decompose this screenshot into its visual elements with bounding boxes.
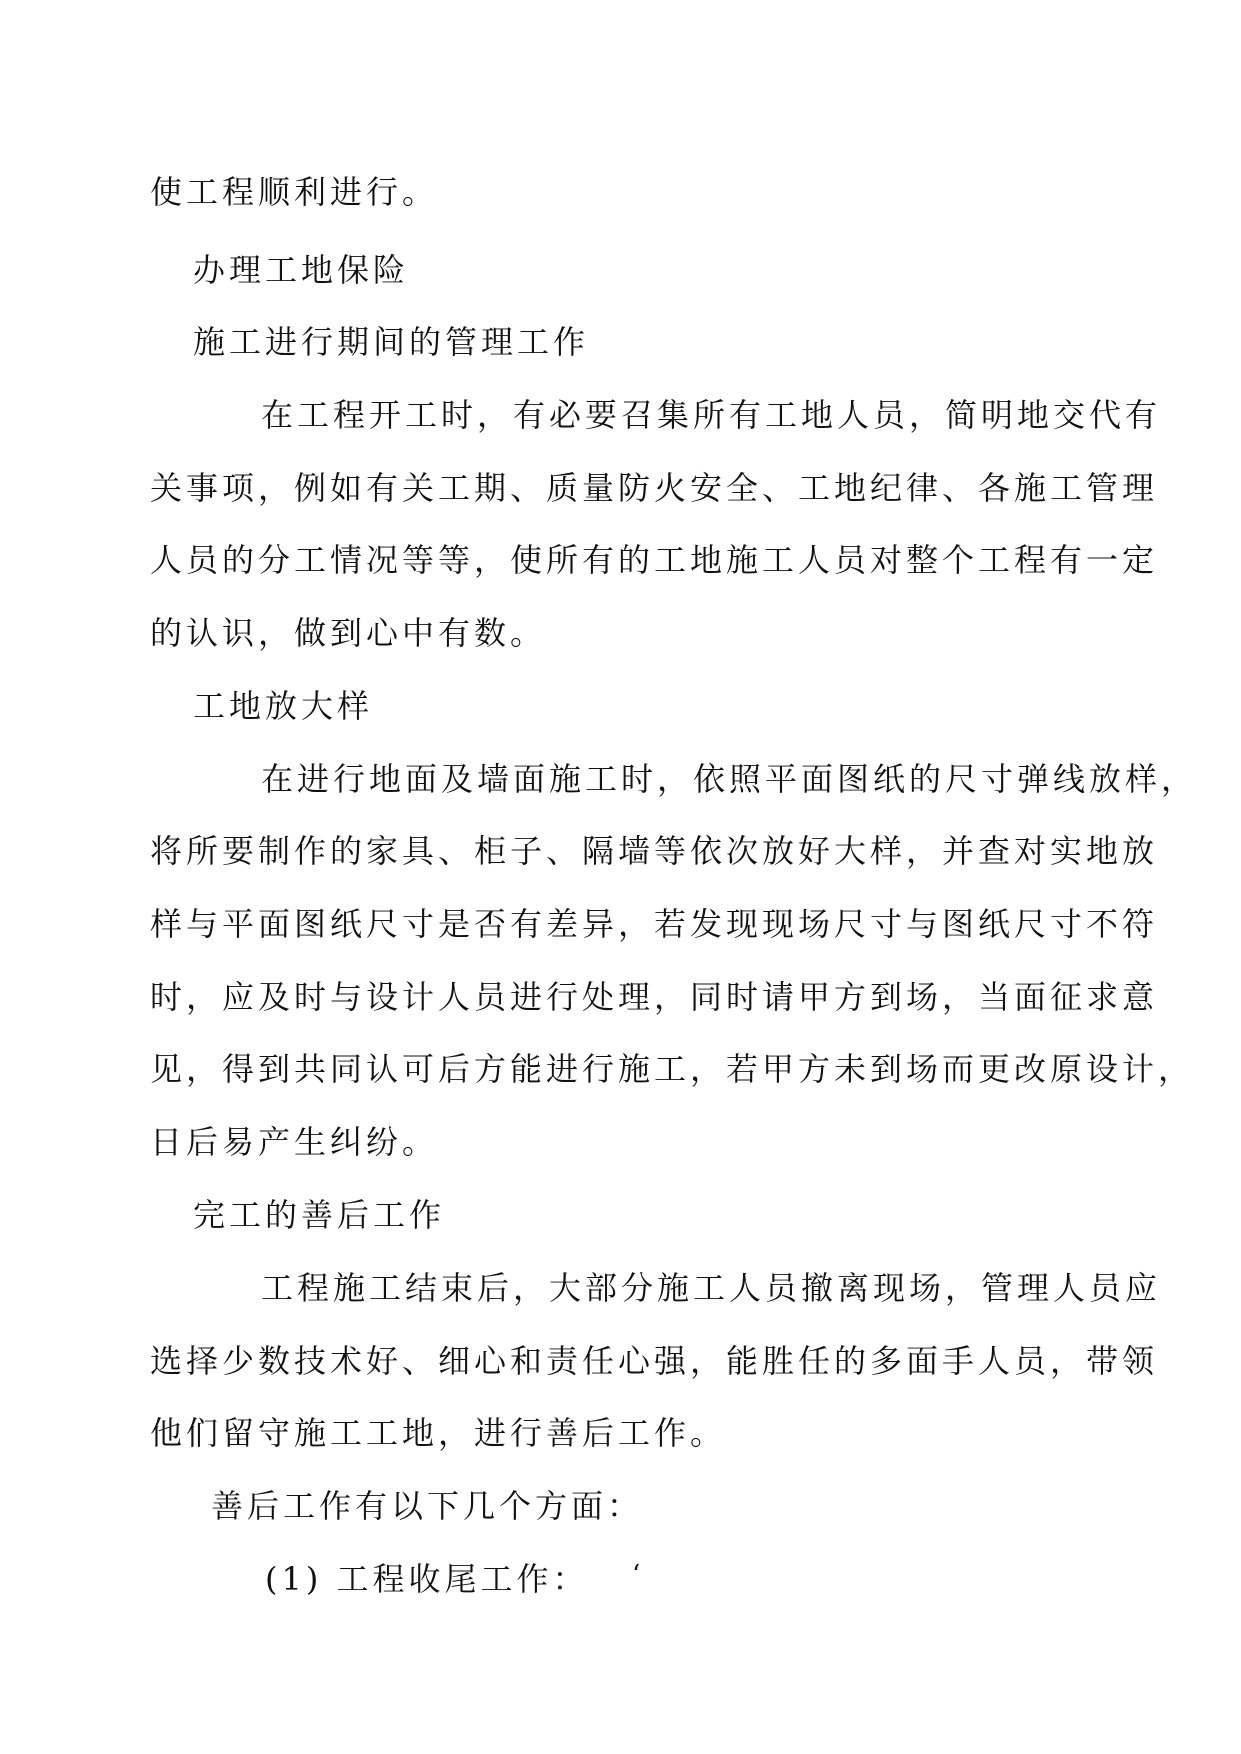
section-heading: 完工的善后工作 xyxy=(193,1196,446,1234)
subsection-intro: 善后工作有以下几个方面： xyxy=(211,1487,644,1525)
paragraph-line: 他们留守施工工地，进行善后工作。 xyxy=(150,1414,727,1452)
section-heading: 工地放大样 xyxy=(193,687,374,725)
paragraph-line: 见，得到共同认可后方能进行施工，若甲方未到场而更改原设计， xyxy=(150,1050,1195,1088)
paragraph-line: 样与平面图纸尺寸是否有差异，若发现现场尺寸与图纸尺寸不符 xyxy=(150,905,1159,943)
paragraph-line: 日后易产生纠纷。 xyxy=(150,1123,439,1161)
paragraph-line: 工程施工结束后，大部分施工人员撤离现场，管理人员应 xyxy=(261,1269,1162,1307)
paragraph-line: 在工程开工时，有必要召集所有工地人员，简明地交代有 xyxy=(261,396,1162,434)
paragraph-line: 时，应及时与设计人员进行处理，同时请甲方到场，当面征求意 xyxy=(150,978,1159,1016)
section-heading: 施工进行期间的管理工作 xyxy=(193,323,590,361)
paragraph-line: 选择少数技术好、细心和责任心强，能胜任的多面手人员，带领 xyxy=(150,1342,1159,1380)
section-heading: 办理工地保险 xyxy=(193,251,410,289)
paragraph-line: 关事项，例如有关工期、质量防火安全、工地纪律、各施工管理 xyxy=(150,469,1159,507)
paragraph-line: 的认识，做到心中有数。 xyxy=(150,614,547,652)
list-item: (1) 工程收尾工作： xyxy=(265,1560,589,1598)
paragraph-line: 使工程顺利进行。 xyxy=(150,173,439,211)
paragraph-line: 在进行地面及墙面施工时，依照平面图纸的尺寸弹线放样， xyxy=(261,760,1198,798)
paragraph-line: 将所要制作的家具、柜子、隔墙等依次放好大样，并查对实地放 xyxy=(150,832,1159,870)
stray-mark: ‘ xyxy=(632,1560,641,1590)
paragraph-line: 人员的分工情况等等，使所有的工地施工人员对整个工程有一定 xyxy=(150,541,1159,579)
